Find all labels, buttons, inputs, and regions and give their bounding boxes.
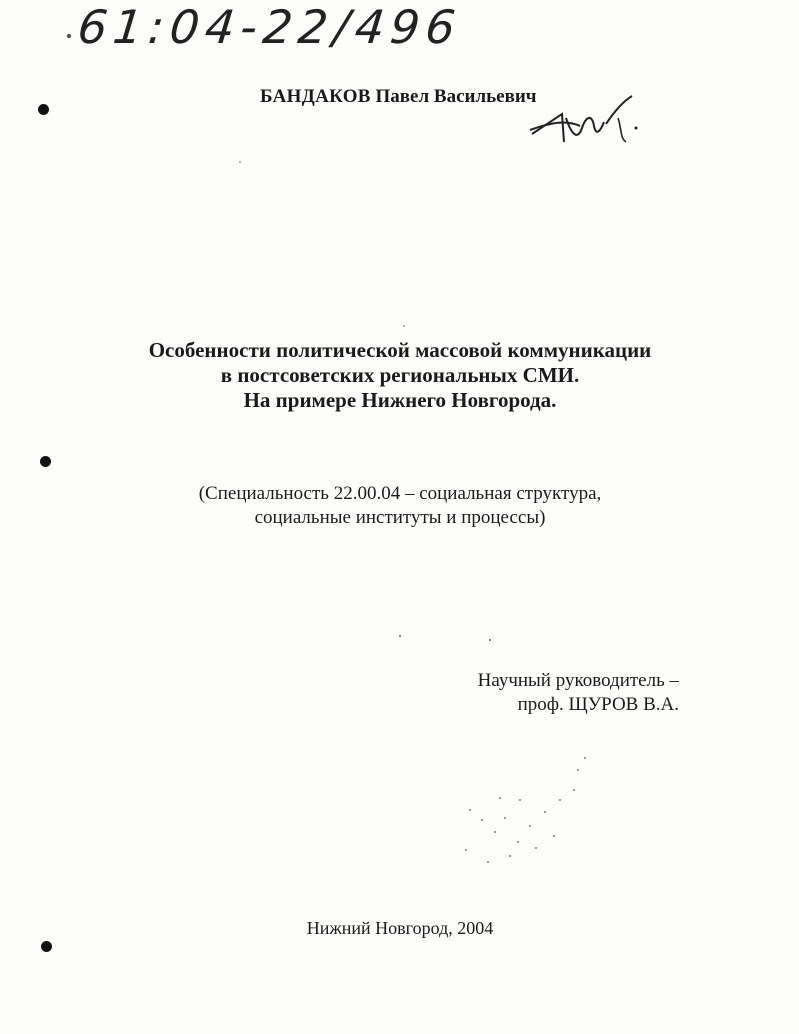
archive-code-handwritten: 61:04-22/496 [75, 0, 464, 54]
author-given-names: Павел Васильевич [375, 86, 537, 107]
title-line-2: в постсоветских региональных СМИ. [220, 363, 580, 387]
title-line-3: На примере Нижнего Новгорода. [243, 388, 557, 412]
specialty-line-1: (Специальность 22.00.04 – социальная структура, [198, 483, 602, 504]
thesis-title [100, 338, 700, 413]
supervisor-block [478, 669, 679, 717]
punch-hole-icon [40, 456, 51, 467]
signature-icon [522, 92, 647, 152]
city-year: Нижний Новгород, 2004 [306, 918, 494, 938]
punch-hole-icon [38, 104, 49, 115]
specialty-line-2: социальные институты и процессы) [254, 507, 546, 528]
supervisor-name: проф. ЩУРОВ В.А. [517, 694, 679, 715]
author-surname: БАНДАКОВ [260, 86, 371, 107]
punch-hole-icon [41, 941, 52, 952]
specialty-block [100, 482, 700, 530]
supervisor-role: Научный руководитель – [477, 670, 679, 691]
author-name [260, 86, 537, 108]
title-line-1: Особенности политической массовой коммуникации [148, 338, 652, 362]
